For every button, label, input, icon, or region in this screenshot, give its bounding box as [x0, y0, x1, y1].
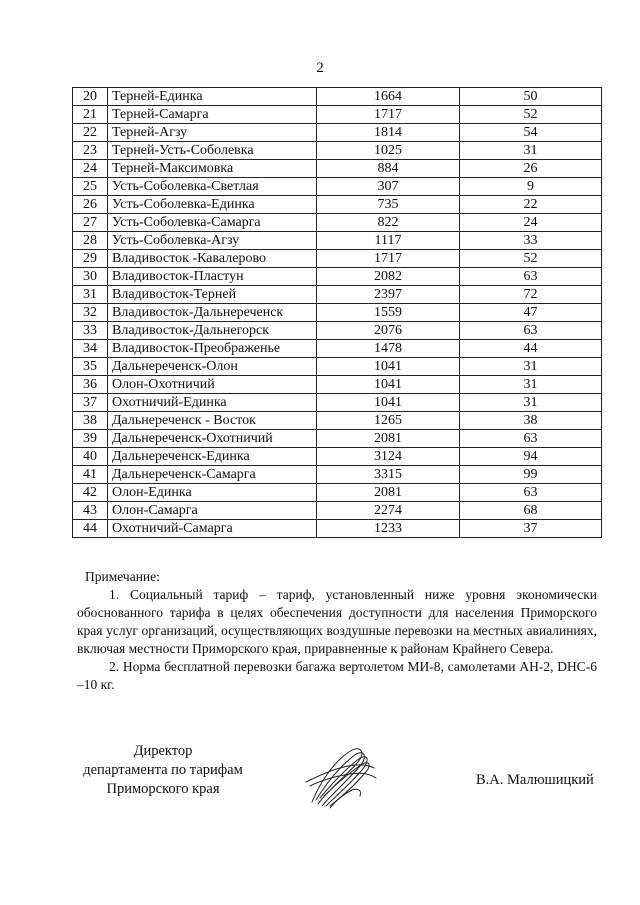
- table-row: [73, 178, 602, 196]
- table-row: [73, 376, 602, 394]
- table-row: [73, 196, 602, 214]
- row-number: 39: [73, 430, 108, 448]
- social-value-cell: 31: [460, 142, 602, 160]
- tariff-value-cell: 1265: [317, 412, 460, 430]
- row-number: 34: [73, 340, 108, 358]
- row-number: 20: [73, 88, 108, 106]
- social-value-cell: 47: [460, 304, 602, 322]
- table-row: [73, 448, 602, 466]
- tariff-table-body: [73, 88, 602, 538]
- table-row: [73, 484, 602, 502]
- route-cell: Терней-Усть-Соболевка: [108, 142, 317, 160]
- social-value-cell: 24: [460, 214, 602, 232]
- table-row: [73, 124, 602, 142]
- tariff-value-cell: 1041: [317, 394, 460, 412]
- social-value-cell: 31: [460, 394, 602, 412]
- tariff-value-cell: 2274: [317, 502, 460, 520]
- tariff-value-cell: 2076: [317, 322, 460, 340]
- tariff-value-cell: 1814: [317, 124, 460, 142]
- tariff-value-cell: 822: [317, 214, 460, 232]
- tariff-value-cell: 1717: [317, 106, 460, 124]
- tariff-value-cell: 1233: [317, 520, 460, 538]
- row-number: 33: [73, 322, 108, 340]
- row-number: 25: [73, 178, 108, 196]
- social-value-cell: 99: [460, 466, 602, 484]
- table-row: [73, 214, 602, 232]
- table-row: [73, 286, 602, 304]
- route-cell: Владивосток-Дальнереченск: [108, 304, 317, 322]
- social-value-cell: 50: [460, 88, 602, 106]
- row-number: 44: [73, 520, 108, 538]
- route-cell: Олон-Единка: [108, 484, 317, 502]
- row-number: 41: [73, 466, 108, 484]
- social-value-cell: 9: [460, 178, 602, 196]
- tariff-value-cell: 1478: [317, 340, 460, 358]
- signatory-title: [72, 742, 254, 799]
- social-value-cell: 52: [460, 250, 602, 268]
- table-row: [73, 520, 602, 538]
- row-number: 43: [73, 502, 108, 520]
- table-row: [73, 358, 602, 376]
- social-value-cell: 63: [460, 268, 602, 286]
- table-row: [73, 232, 602, 250]
- social-value-cell: 44: [460, 340, 602, 358]
- social-value-cell: 72: [460, 286, 602, 304]
- social-value-cell: 26: [460, 160, 602, 178]
- row-number: 28: [73, 232, 108, 250]
- row-number: 26: [73, 196, 108, 214]
- route-cell: Дальнереченск-Единка: [108, 448, 317, 466]
- table-row: [73, 88, 602, 106]
- tariff-value-cell: 735: [317, 196, 460, 214]
- route-cell: Терней-Самарга: [108, 106, 317, 124]
- tariff-value-cell: 3315: [317, 466, 460, 484]
- page-number: 2: [316, 60, 324, 76]
- tariff-value-cell: 884: [317, 160, 460, 178]
- route-cell: Усть-Соболевка-Самарга: [108, 214, 317, 232]
- route-cell: Владивосток-Терней: [108, 286, 317, 304]
- tariff-value-cell: 307: [317, 178, 460, 196]
- route-cell: Усть-Соболевка-Единка: [108, 196, 317, 214]
- route-cell: Терней-Максимовка: [108, 160, 317, 178]
- row-number: 30: [73, 268, 108, 286]
- route-cell: Дальнереченск - Восток: [108, 412, 317, 430]
- table-row: [73, 250, 602, 268]
- route-cell: Владивосток-Пластун: [108, 268, 317, 286]
- table-row: [73, 160, 602, 178]
- table-row: [73, 304, 602, 322]
- tariff-value-cell: 3124: [317, 448, 460, 466]
- row-number: 29: [73, 250, 108, 268]
- note-item-1: 1. Социальный тариф – тариф, установленный ниже уровня экономически обоснованного тарифа в целях обеспечения доступности для населения Приморского края услуг организаций, осуществляющих воздушные перевозки на местных авиалиниях, включая местности Приморского края, приравненные к районам Крайнего Севера.: [77, 587, 597, 656]
- row-number: 32: [73, 304, 108, 322]
- tariff-value-cell: 1025: [317, 142, 460, 160]
- social-value-cell: 22: [460, 196, 602, 214]
- route-cell: Усть-Соболевка-Агзу: [108, 232, 317, 250]
- row-number: 21: [73, 106, 108, 124]
- tariff-value-cell: 1717: [317, 250, 460, 268]
- social-value-cell: 94: [460, 448, 602, 466]
- social-value-cell: 63: [460, 484, 602, 502]
- social-value-cell: 31: [460, 358, 602, 376]
- route-cell: Терней-Агзу: [108, 124, 317, 142]
- table-row: [73, 322, 602, 340]
- signatory-title-line-2: департамента по тарифам: [83, 762, 243, 778]
- tariff-value-cell: 2397: [317, 286, 460, 304]
- row-number: 36: [73, 376, 108, 394]
- table-row: [73, 412, 602, 430]
- route-cell: Олон-Охотничий: [108, 376, 317, 394]
- notes-section: [77, 568, 597, 694]
- row-number: 37: [73, 394, 108, 412]
- signatory-name: В.А. Малюшицкий: [476, 772, 594, 788]
- route-cell: Владивосток -Кавалерово: [108, 250, 317, 268]
- social-value-cell: 33: [460, 232, 602, 250]
- row-number: 24: [73, 160, 108, 178]
- tariff-value-cell: 2081: [317, 430, 460, 448]
- social-value-cell: 31: [460, 376, 602, 394]
- table-row: [73, 466, 602, 484]
- row-number: 27: [73, 214, 108, 232]
- row-number: 22: [73, 124, 108, 142]
- social-value-cell: 52: [460, 106, 602, 124]
- social-value-cell: 38: [460, 412, 602, 430]
- handwritten-signature: [300, 742, 380, 810]
- route-cell: Владивосток-Преображенье: [108, 340, 317, 358]
- table-row: [73, 430, 602, 448]
- tariff-value-cell: 1559: [317, 304, 460, 322]
- row-number: 40: [73, 448, 108, 466]
- tariff-value-cell: 1041: [317, 376, 460, 394]
- route-cell: Дальнереченск-Охотничий: [108, 430, 317, 448]
- row-number: 35: [73, 358, 108, 376]
- table-row: [73, 502, 602, 520]
- tariff-table: [72, 87, 602, 538]
- tariff-value-cell: 2082: [317, 268, 460, 286]
- row-number: 23: [73, 142, 108, 160]
- route-cell: Дальнереченск-Олон: [108, 358, 317, 376]
- route-cell: Усть-Соболевка-Светлая: [108, 178, 317, 196]
- social-value-cell: 63: [460, 430, 602, 448]
- signatory-title-line-1: Директор: [133, 743, 193, 759]
- table-row: [73, 394, 602, 412]
- tariff-value-cell: 1117: [317, 232, 460, 250]
- notes-heading: Примечание:: [85, 569, 160, 584]
- social-value-cell: 63: [460, 322, 602, 340]
- social-value-cell: 37: [460, 520, 602, 538]
- note-item-2: 2. Норма бесплатной перевозки багажа вертолетом МИ-8, самолетами АН-2, DHC-6 –10 кг.: [77, 659, 597, 692]
- route-cell: Олон-Самарга: [108, 502, 317, 520]
- route-cell: Охотничий-Единка: [108, 394, 317, 412]
- social-value-cell: 54: [460, 124, 602, 142]
- row-number: 42: [73, 484, 108, 502]
- row-number: 31: [73, 286, 108, 304]
- table-row: [73, 268, 602, 286]
- row-number: 38: [73, 412, 108, 430]
- signatory-title-line-3: Приморского края: [106, 781, 220, 797]
- tariff-value-cell: 2081: [317, 484, 460, 502]
- table-row: [73, 142, 602, 160]
- tariff-value-cell: 1664: [317, 88, 460, 106]
- tariff-value-cell: 1041: [317, 358, 460, 376]
- route-cell: Дальнереченск-Самарга: [108, 466, 317, 484]
- route-cell: Владивосток-Дальнегорск: [108, 322, 317, 340]
- table-row: [73, 106, 602, 124]
- table-row: [73, 340, 602, 358]
- route-cell: Терней-Единка: [108, 88, 317, 106]
- social-value-cell: 68: [460, 502, 602, 520]
- route-cell: Охотничий-Самарга: [108, 520, 317, 538]
